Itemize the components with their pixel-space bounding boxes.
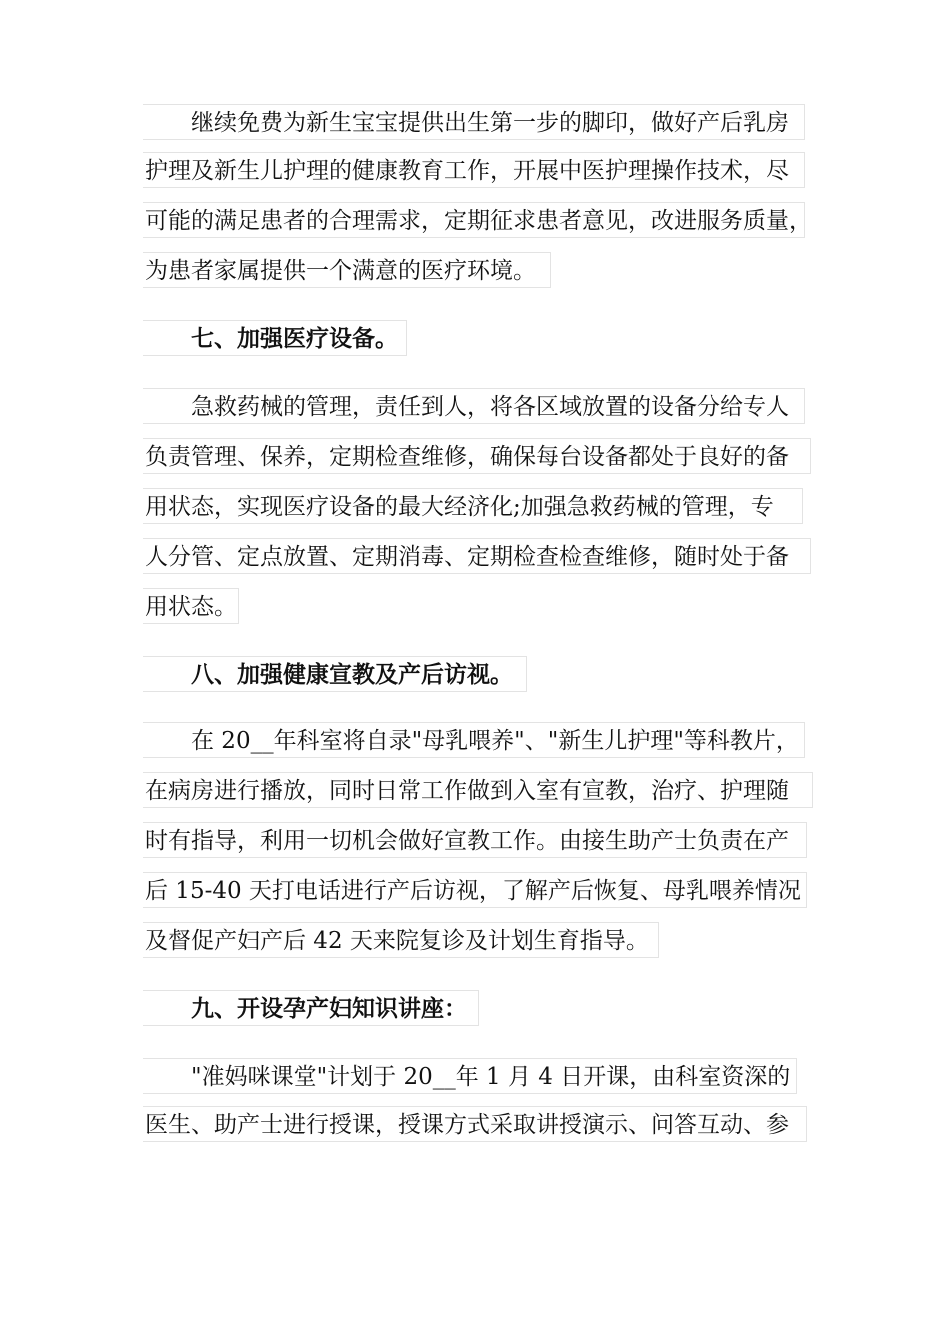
paragraph-line: 医生、助产士进行授课，授课方式采取讲授演示、问答互动、参: [143, 1106, 807, 1142]
paragraph-line: 负责管理、保养，定期检查维修，确保每台设备都处于良好的备: [143, 438, 811, 474]
paragraph-line: 用状态。: [143, 588, 239, 624]
paragraph-line: 及督促产妇产后 42 天来院复诊及计划生育指导。: [143, 922, 659, 958]
paragraph-line: 继续免费为新生宝宝提供出生第一步的脚印，做好产后乳房: [143, 104, 805, 140]
paragraph-line: 用状态，实现医疗设备的最大经济化;加强急救药械的管理，专: [143, 488, 803, 524]
paragraph-line: 在 20__年科室将自录"母乳喂养"、"新生儿护理"等科教片，: [143, 722, 805, 758]
paragraph-line: 后 15-40 天打电话进行产后访视，了解产后恢复、母乳喂养情况: [143, 872, 807, 908]
section-heading: 七、加强医疗设备。: [143, 320, 407, 356]
paragraph-line: "准妈咪课堂"计划于 20__年 1 月 4 日开课，由科室资深的: [143, 1058, 797, 1094]
paragraph-line: 人分管、定点放置、定期消毒、定期检查检查维修，随时处于备: [143, 538, 811, 574]
paragraph-line: 护理及新生儿护理的健康教育工作，开展中医护理操作技术，尽: [143, 152, 805, 188]
section-heading: 九、开设孕产妇知识讲座：: [143, 990, 479, 1026]
paragraph-line: 可能的满足患者的合理需求，定期征求患者意见，改进服务质量，: [143, 202, 805, 238]
paragraph-line: 为患者家属提供一个满意的医疗环境。: [143, 252, 551, 288]
paragraph-line: 时有指导，利用一切机会做好宣教工作。由接生助产士负责在产: [143, 822, 807, 858]
section-heading: 八、加强健康宣教及产后访视。: [143, 656, 527, 692]
paragraph-line: 在病房进行播放，同时日常工作做到入室有宣教，治疗、护理随: [143, 772, 813, 808]
paragraph-line: 急救药械的管理，责任到人，将各区域放置的设备分给专人: [143, 388, 805, 424]
